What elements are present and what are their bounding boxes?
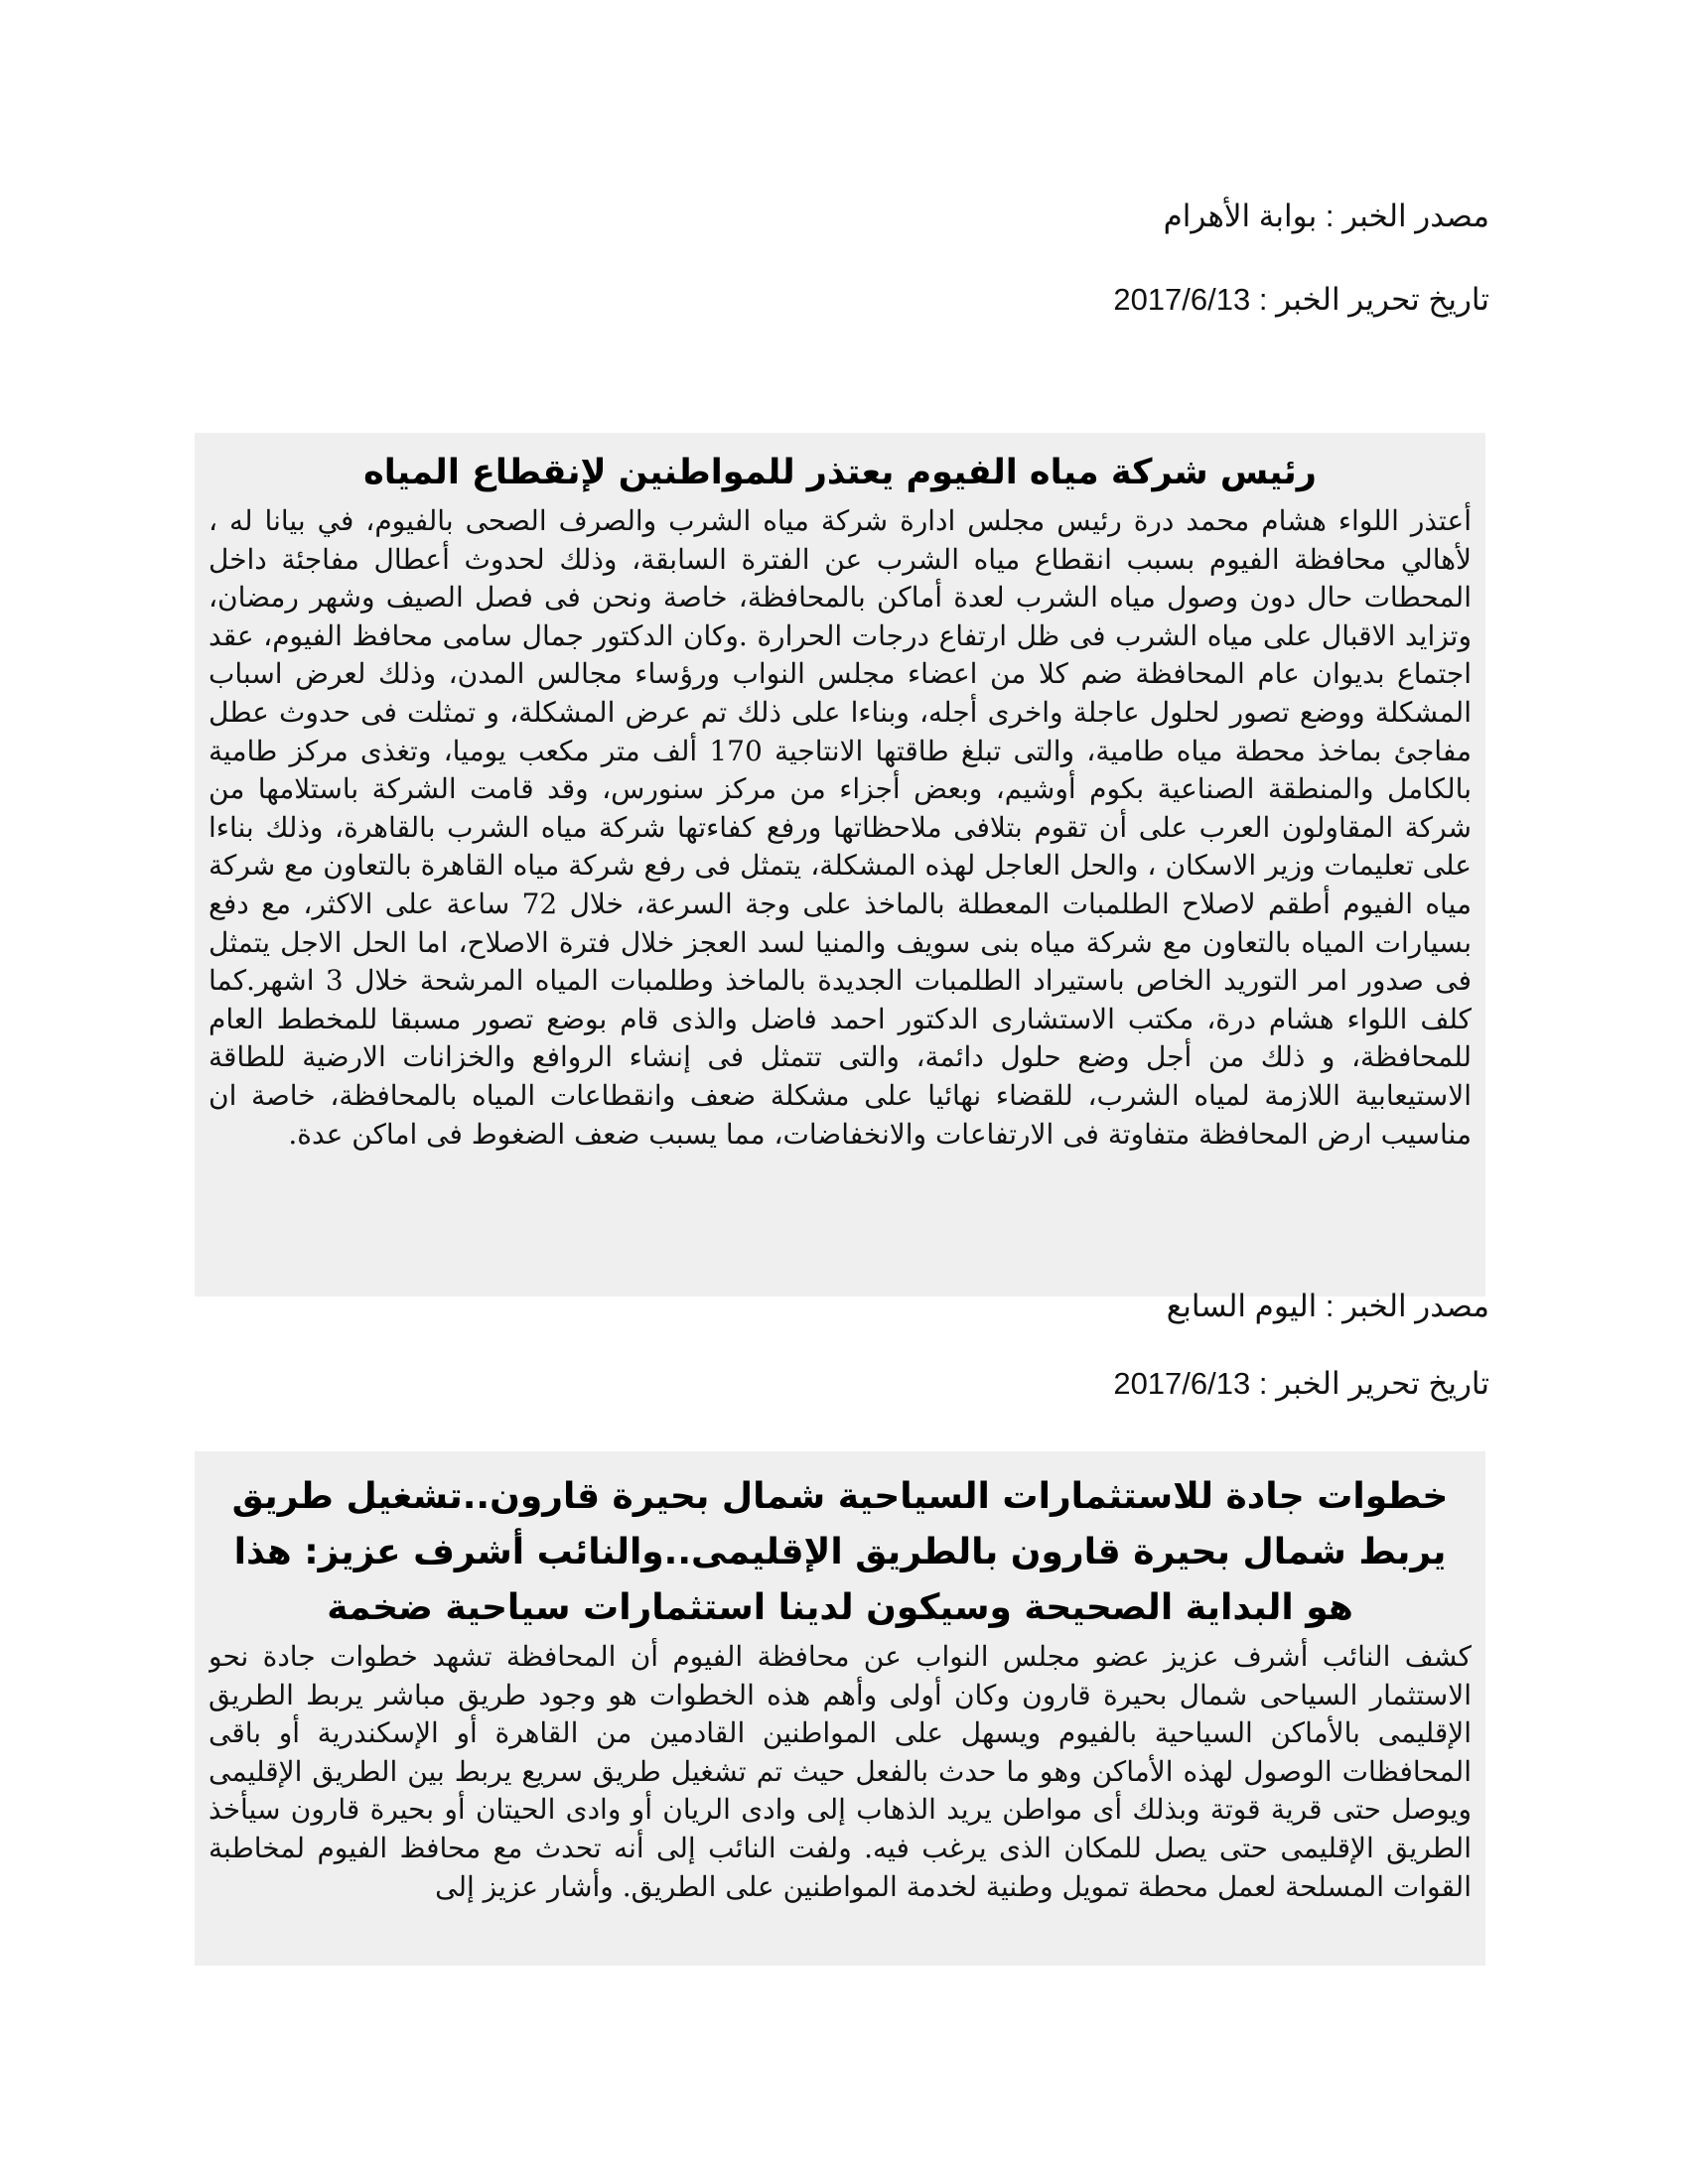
news-source-value: بوابة الأهرام (1163, 199, 1318, 233)
article-title: رئيس شركة مياه الفيوم يعتذر للمواطنين لإنقطاع المياه (363, 453, 1317, 492)
article-title: خطوات جادة للاستثمارات السياحية شمال بحيرة قارون..تشغيل طريق يربط شمال بحيرة قارون بالطريق الإقليمى..والنائب أشرف عزيز: هذا هو البداية الصحيحة وسيكون لدينا استثمارات سياحية ضخمة (231, 1476, 1449, 1628)
news-source-line (199, 1287, 1489, 1326)
news-source-value: اليوم السابع (1166, 1289, 1318, 1323)
news-date-value: 2017/6/13 (1113, 282, 1251, 317)
news-date-label: تاريخ تحرير الخبر : (1250, 1366, 1489, 1401)
article-body: كشف النائب أشرف عزيز عضو مجلس النواب عن محافظة الفيوم أن المحافظة تشهد خطوات جادة نحو الاستثمار السياحى شمال بحيرة قارون وكان أولى وأهم هذه الخطوات هو وجود طريق مباشر يربط الطريق الإقليمى بالأماكن السياحية بالفيوم ويسهل على المواطنين القادمين من القاهرة أو الإسكندرية أو باقى المحافظات الوصول لهذه الأماكن وهو ما حدث بالفعل حيث تم تشغيل طريق سريع يربط بين الطريق الإقليمى ويوصل حتى قرية قوتة وبذلك أى مواطن يريد الذهاب إلى وادى الريان أو وادى الحيتان أو بحيرة قارون سيأخذ الطريق الإقليمى حتى يصل للمكان الذى يرغب فيه. ولفت النائب إلى أنه تحدث مع محافظ الفيوم لمخاطبة القوات المسلحة لعمل محطة تمويل وطنية لخدمة المواطنين على الطريق. وأشار عزيز إلى (209, 1640, 1472, 1903)
news-article (195, 1451, 1485, 1966)
article-body: أعتذر اللواء هشام محمد درة رئيس مجلس ادارة شركة مياه الشرب والصرف الصحى بالفيوم، في بيانا له ، لأهالي محافظة الفيوم بسبب انقطاع مياه الشرب عن الفترة السابقة، وذلك لحدوث أعطال مفاجئة داخل المحطات حال دون وصول مياه الشرب لعدة أماكن بالمحافظة، خاصة ونحن فى فصل الصيف وشهر رمضان، وتزايد الاقبال على مياه الشرب فى ظل ارتفاع درجات الحرارة .وكان الدكتور جمال سامى محافظ الفيوم، عقد اجتماع بديوان عام المحافظة ضم كلا من اعضاء مجلس النواب ورؤساء مجالس المدن، وذلك لعرض اسباب المشكلة ووضع تصور لحلول عاجلة واخرى أجله، وبناءا على ذلك تم عرض المشكلة، و تمثلت فى حدوث عطل مفاجئ بماخذ محطة مياه طامية، والتى تبلغ طاقتها الانتاجية 170 ألف متر مكعب يوميا، وتغذى مركز طامية بالكامل والمنطقة الصناعية بكوم أوشيم، وبعض أجزاء من مركز سنورس، وقد قامت الشركة باستلامها من شركة المقاولون العرب على أن تقوم بتلافى ملاحظاتها ورفع كفاءتها شركة مياه الشرب بالقاهرة، وذلك بناءا على تعليمات وزير الاسكان ، والحل العاجل لهذه المشكلة، يتمثل فى رفع شركة مياه القاهرة بالتعاون مع شركة مياه الفيوم أطقم لاصلاح الطلمبات المعطلة بالماخذ على وجة السرعة، خلال 72 ساعة على الاكثر، مع دفع بسيارات المياه بالتعاون مع شركة مياه بنى سويف والمنيا لسد العجز خلال فترة الاصلاح، اما الحل الاجل يتمثل فى صدور امر التوريد الخاص باستيراد الطلمبات الجديدة بالماخذ وطلمبات المياه المرشحة خلال 3 اشهر.كما كلف اللواء هشام درة، مكتب الاستشارى الدكتور احمد فاضل والذى قام بوضع تصور مسبقا للمخطط العام للمحافظة، و ذلك من أجل وضع حلول دائمة، والتى تتمثل فى إنشاء الروافع والخزانات الارضية للطاقة الاستيعابية اللازمة لمياه الشرب، للقضاء نهائيا على مشكلة ضعف وانقطاعات المياه بالمحافظة، خاصة ان مناسيب ارض المحافظة متفاوتة فى الارتفاعات والانخفاضات، مما يسبب ضعف الضغوط فى اماكن عدة. (209, 504, 1473, 1151)
news-article (195, 433, 1485, 1297)
news-source-line (199, 197, 1489, 236)
news-date-line (199, 1364, 1489, 1404)
news-source-label: مصدر الخبر : (1317, 199, 1489, 233)
news-source-label: مصدر الخبر : (1317, 1289, 1489, 1323)
news-date-line (199, 280, 1489, 320)
news-date-label: تاريخ تحرير الخبر : (1250, 282, 1489, 317)
news-date-value: 2017/6/13 (1113, 1366, 1251, 1401)
